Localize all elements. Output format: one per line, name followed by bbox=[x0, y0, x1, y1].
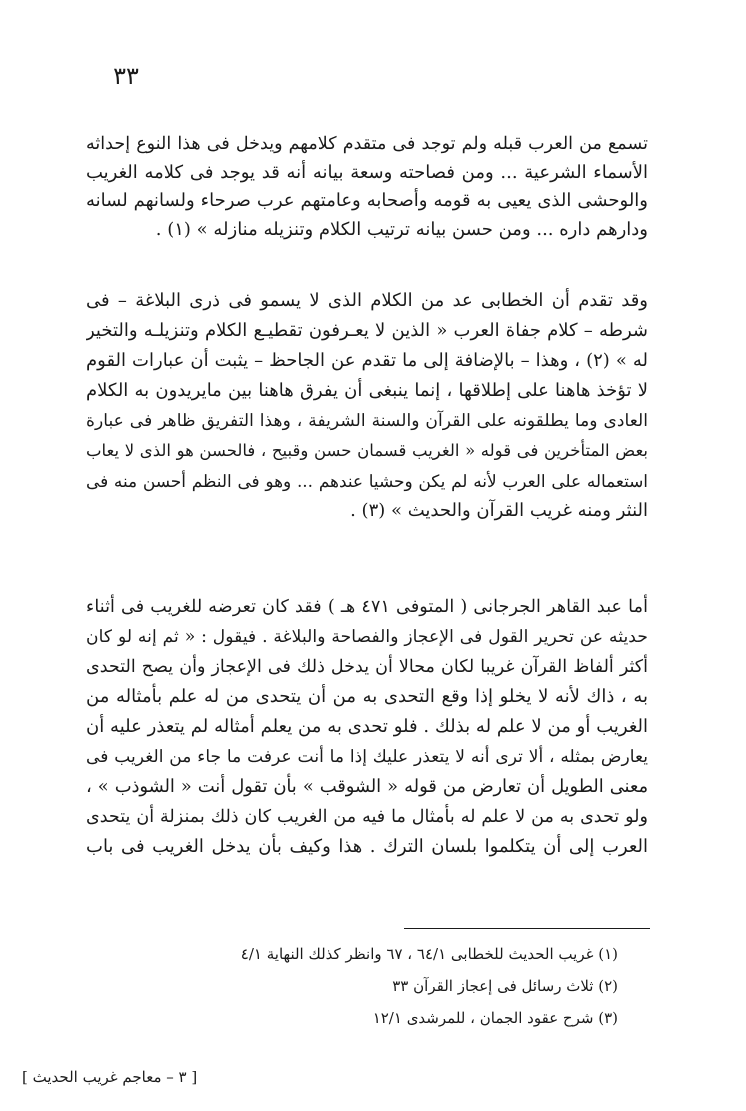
text-line: ولو تحدى به من لا علم له بأمثال ما فيه من الغريب كان ذلك بمنزلة أن يتحدى bbox=[86, 807, 648, 827]
text-line: بعض المتأخرين فى قوله « الغريب قسمان حسن وقبيح ، فالحسن هو الذى لا يعاب bbox=[86, 441, 648, 460]
footnote-3: (٣) شرح عقود الجمان ، للمرشدى ١٢/١ bbox=[372, 1009, 618, 1027]
paragraph-3 bbox=[86, 592, 648, 862]
paragraph-2 bbox=[86, 286, 648, 526]
text-line: أما عبد القاهر الجرجانى ( المتوفى ٤٧١ هـ ) فقد كان تعرضه للغريب فى أثناء bbox=[86, 597, 648, 617]
text-line: به ، ذاك لأنه لا يخلو إذا وقع التحدى به من أن يتحدى من له علم بأمثاله من bbox=[86, 686, 648, 707]
text-line: أكثر ألفاظ القرآن غريبا لكان محالا أن يدخل ذلك فى الإعجاز وأن يصح التحدى bbox=[86, 657, 648, 677]
text-line: يعارض بمثله ، ألا ترى أنه لا يتعذر عليك إذا ما أنت عرفت ما جاء من الغريب فى bbox=[86, 747, 648, 767]
running-footer: [ ٣ – معاجم غريب الحديث ] bbox=[22, 1068, 198, 1086]
footnotes bbox=[178, 938, 618, 1034]
text-line: ودارهم داره ... ومن حسن بيانه ترتيب الكلام وتنزيله منازله » (١) . bbox=[155, 218, 648, 240]
footnote-1: (١) غريب الحديث للخطابى ٦٤/١ ، ٦٧ وانظر كذلك النهاية ٤/١ bbox=[240, 945, 618, 963]
text-line: العرب إلى أن يتكلموا بلسان الترك . هذا وكيف بأن يدخل الغريب فى باب bbox=[86, 836, 648, 857]
page-number: ٣٣ bbox=[113, 62, 139, 90]
text-line: معنى الطويل أن تعارض من قوله « الشوقب » بأن تقول أنت « الشوذب » ، bbox=[86, 776, 648, 797]
text-line: والوحشى الذى يعيى به قومه وأصحابه وعامتهم عرب صرحاء ولسانهم لسانه bbox=[86, 190, 648, 211]
paragraph-1 bbox=[86, 130, 648, 244]
text-line: استعماله على العرب لأنه لم يكن وحشيا عندهم ... وهو فى النظم أحسن منه فى bbox=[86, 471, 648, 491]
text-line: له » (٢) ، وهذا – بالإضافة إلى ما تقدم عن الجاحظ – يثبت أن عبارات القوم bbox=[86, 350, 648, 371]
text-line: الأسماء الشرعية ... ومن فصاحته وسعة بيانه أنه قد يوجد فى كلامه الغريب bbox=[86, 161, 648, 183]
footnote-2: (٢) ثلاث رسائل فى إعجاز القرآن ٣٣ bbox=[392, 977, 618, 995]
text-line: العادى وما يطلقونه على القرآن والسنة الشريفة ، وهذا التفريق ظاهر فى عبارة bbox=[86, 411, 648, 431]
text-line: تسمع من العرب قبله ولم توجد فى متقدم كلامهم ويدخل فى هذا النوع إحداثه bbox=[86, 134, 648, 154]
text-line: النثر ومنه غريب القرآن والحديث » (٣) . bbox=[350, 500, 648, 521]
footnote-divider bbox=[404, 928, 650, 929]
text-line: شرطه – كلام جفاة العرب « الذين لا يعـرفون تقطيـع الكلام وتنزيلـه والتخير bbox=[86, 320, 648, 341]
text-line: لا تؤخذ هاهنا على إطلاقها ، إنما ينبغى أن يفرق هاهنا بين مايريدون به الكلام bbox=[86, 380, 648, 401]
text-line: حديثه عن تحرير القول فى الإعجاز والفصاحة والبلاغة . فيقول : « ثم إنه لو كان bbox=[86, 627, 648, 647]
text-line: وقد تقدم أن الخطابى عد من الكلام الذى لا يسمو فى ذرى البلاغة – فى bbox=[86, 290, 648, 311]
text-line: الغريب أو من لا علم له بذلك . فلو تحدى به من يعلم أمثاله لم يتعذر عليه أن bbox=[86, 716, 648, 737]
